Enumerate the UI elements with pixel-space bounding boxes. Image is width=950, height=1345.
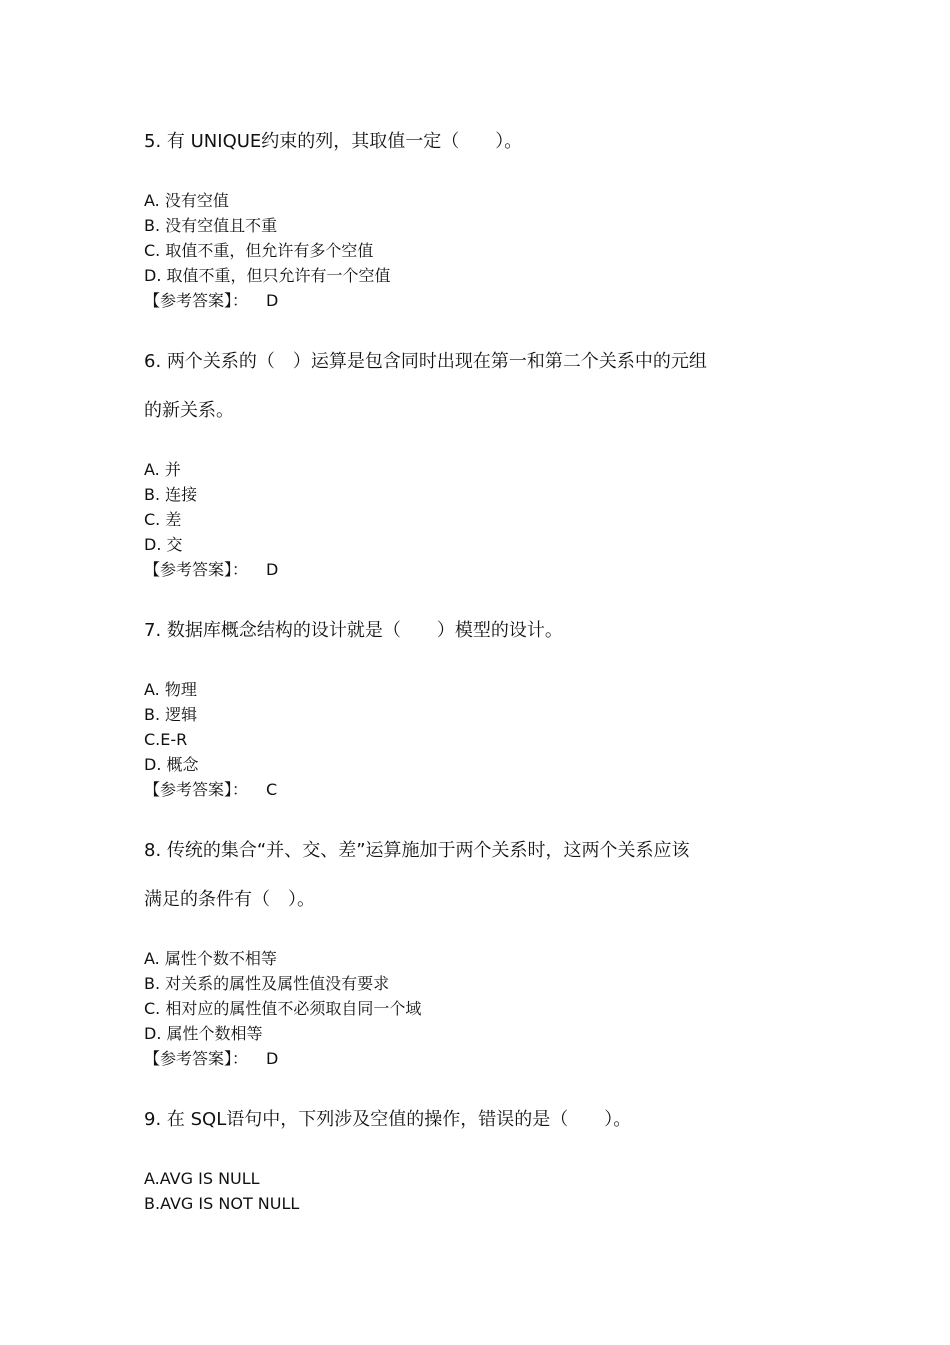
question-9-option-a: A.AVG IS NULL — [144, 1169, 260, 1188]
question-8-option-c: C. 相对应的属性值不必须取自同一个域 — [144, 999, 422, 1018]
question-8-title-line-2: 满足的条件有（ ）。 — [144, 889, 315, 910]
answer-label: 【参考答案】： — [144, 1049, 249, 1068]
question-9-title: 9. 在 SQL语句中，下列涉及空值的操作，错误的是（ ）。 — [144, 1109, 632, 1130]
question-6-title-line-1: 6. 两个关系的（ ）运算是包含同时出现在第一和第二个关系中的元组 — [144, 351, 707, 372]
answer-value: D — [266, 291, 279, 310]
question-7-option-d: D. 概念 — [144, 755, 199, 774]
question-8-title-line-1: 8. 传统的集合“并、交、差”运算施加于两个关系时，这两个关系应该 — [144, 840, 690, 861]
question-7-option-a: A. 物理 — [144, 680, 197, 699]
question-6-option-c: C. 差 — [144, 510, 182, 529]
question-5-answer — [144, 290, 278, 312]
question-6-option-d: D. 交 — [144, 535, 183, 554]
question-5-option-a: A. 没有空值 — [144, 191, 229, 210]
question-5-option-c: C. 取值不重，但允许有多个空值 — [144, 241, 374, 260]
question-7-answer — [144, 779, 277, 801]
answer-label: 【参考答案】： — [144, 780, 249, 799]
answer-value: C — [266, 780, 278, 799]
question-8-option-a: A. 属性个数不相等 — [144, 949, 277, 968]
answer-value: D — [266, 560, 279, 579]
question-8-answer — [144, 1048, 278, 1070]
question-5-option-d: D. 取值不重，但只允许有一个空值 — [144, 266, 391, 285]
question-5-title: 5. 有 UNIQUE约束的列，其取值一定（ ）。 — [144, 131, 523, 152]
answer-value: D — [266, 1049, 279, 1068]
question-8-option-d: D. 属性个数相等 — [144, 1024, 263, 1043]
question-5-option-b: B. 没有空值且不重 — [144, 216, 278, 235]
question-7-option-b: B. 逻辑 — [144, 705, 198, 724]
question-7-option-c: C.E-R — [144, 730, 188, 749]
answer-label: 【参考答案】： — [144, 291, 249, 310]
question-6-answer — [144, 559, 278, 581]
question-7-title: 7. 数据库概念结构的设计就是（ ）模型的设计。 — [144, 620, 563, 641]
question-9-option-b: B.AVG IS NOT NULL — [144, 1194, 300, 1213]
question-6-title-line-2: 的新关系。 — [144, 400, 234, 421]
question-6-option-a: A. 并 — [144, 460, 181, 479]
question-8-option-b: B. 对关系的属性及属性值没有要求 — [144, 974, 390, 993]
question-6-option-b: B. 连接 — [144, 485, 198, 504]
answer-label: 【参考答案】： — [144, 560, 249, 579]
